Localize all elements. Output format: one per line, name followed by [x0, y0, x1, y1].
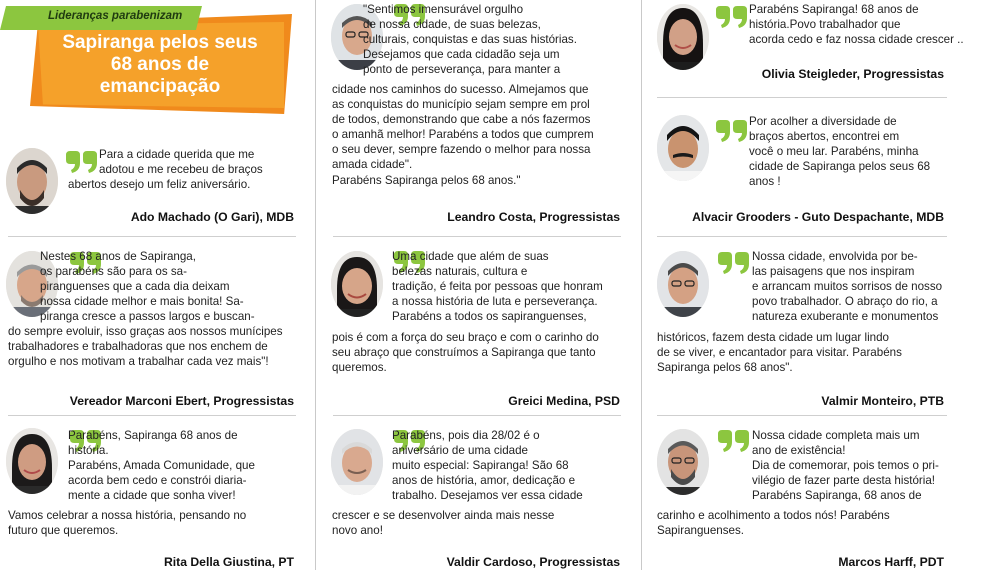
column-divider — [641, 0, 642, 570]
row-divider — [8, 415, 296, 416]
message-text-continued: pois é com a força do seu braço e com o carinho do seu abraço que construímos a Sapiranga que tanto queremos. — [332, 331, 599, 375]
quote-icon — [64, 151, 98, 173]
row-divider — [657, 236, 947, 237]
author-signature: Vereador Marconi Ebert, Progressistas — [69, 394, 294, 408]
avatar — [657, 429, 709, 495]
message-text: Parabéns, Sapiranga 68 anos de história. Parabéns, Amada Comunidade, que acorda bem cedo e constrói diaria- mente a cidade que sonha viver! — [68, 429, 255, 503]
message-text: Nossa cidade completa mais um ano de existência! Dia de comemorar, pois temos o pri- vilégio de fazer parte desta história! Parabéns Sapiranga, 68 anos de — [752, 429, 939, 503]
author-signature: Alvacir Grooders - Guto Despachante, MDB — [692, 210, 944, 224]
avatar — [6, 428, 58, 494]
row-divider — [333, 236, 621, 237]
avatar — [657, 115, 709, 181]
message-text-continued: do sempre evoluir, isso graças aos nossos munícipes trabalhadores e trabalhadoras que nos enchem de orgulho e nos motivam a trabalhar cada vez mais"! — [8, 325, 283, 369]
author-signature: Ado Machado (O Gari), MDB — [130, 210, 294, 224]
author-signature: Leandro Costa, Progressistas — [447, 210, 620, 224]
author-signature: Marcos Harff, PDT — [838, 555, 944, 569]
author-signature: Valdir Cardoso, Progressistas — [446, 555, 620, 569]
quote-icon — [714, 120, 748, 142]
message-text: Uma cidade que além de suas belezas naturais, cultura e tradição, é feita por pessoas que honram a nossa história de luta e perseverança. Parabéns a todos os sapiranguenses, — [392, 250, 603, 324]
author-signature: Olivia Steigleder, Progressistas — [761, 67, 944, 81]
message-text: Parabéns Sapiranga! 68 anos de história.Povo trabalhador que acorda cedo e faz nossa cidade crescer .. — [749, 3, 964, 47]
message-text-continued: carinho e acolhimento a todos nós! Parabéns Sapiranguenses. — [657, 509, 890, 538]
message-text-continued: abertos desejo um feliz aniversário. — [68, 178, 251, 191]
column-divider — [315, 0, 316, 570]
author-signature: Greici Medina, PSD — [508, 394, 620, 408]
page-title: Sapiranga pelos seus 68 anos de emancipação — [62, 32, 258, 97]
avatar — [6, 148, 58, 214]
row-divider — [657, 415, 947, 416]
message-text: Por acolher a diversidade de braços abertos, encontrei em você o meu lar. Parabéns, minha cidade de Sapiranga pelos seus 68 anos ! — [749, 115, 931, 189]
message-text: "Sentimos imensurável orgulho de nossa cidade, de suas belezas, culturais, conquistas e das suas histórias. Desejamos que cada cidadão seja um ponto de perseverança, para manter a — [363, 3, 577, 77]
quote-icon — [714, 6, 748, 28]
message-text-continued: crescer e se desenvolver ainda mais nesse novo ano! — [332, 509, 555, 538]
message-text: Nestes 68 anos de Sapiranga, os parabéns são para os sa- piranguenses que a cada dia deixam nossa cidade melhor e mais bonita! Sa- piranga cresce a passos largos e buscan- — [40, 250, 255, 324]
message-text-continued: históricos, fazem desta cidade um lugar lindo de se viver, e encantador para visitar. Parabéns Sapiranga pelos 68 anos". — [657, 331, 902, 375]
message-text: Nossa cidade, envolvida por be- las paisagens que nos inspiram e arrancam muitos sorrisos de nosso povo trabalhador. O abraço do rio, a natureza exuberante e monumentos — [752, 250, 943, 324]
author-signature: Valmir Monteiro, PTB — [821, 394, 944, 408]
message-text-continued: Vamos celebrar a nossa história, pensando no futuro que queremos. — [8, 509, 247, 538]
banner-tab-label: Lideranças parabenizam — [48, 10, 183, 22]
avatar — [657, 4, 709, 70]
message-text-continued: cidade nos caminhos do sucesso. Almejamos que as conquistas do município sejam sempre em prol de todos, demonstrando que cabe a nós fazermos o amanhã melhor! Parabéns a todos que cumprem o seu dever, sempre fazendo o melhor para nossa amada cidade". Parabéns Sapiranga pelos 68 anos." — [332, 83, 594, 187]
author-signature: Rita Della Giustina, PT — [163, 555, 294, 569]
quote-icon — [716, 252, 750, 274]
message-text: Para a cidade querida que me adotou e me recebeu de braços — [99, 148, 263, 177]
row-divider — [333, 415, 621, 416]
message-text: Parabéns, pois dia 28/02 é o aniversário de uma cidade muito especial: Sapiranga! São 68 anos de história, amor, dedicação e trabalho. Desejamos ver essa cidade — [392, 429, 583, 503]
row-divider — [657, 97, 947, 98]
row-divider — [8, 236, 296, 237]
avatar — [657, 251, 709, 317]
